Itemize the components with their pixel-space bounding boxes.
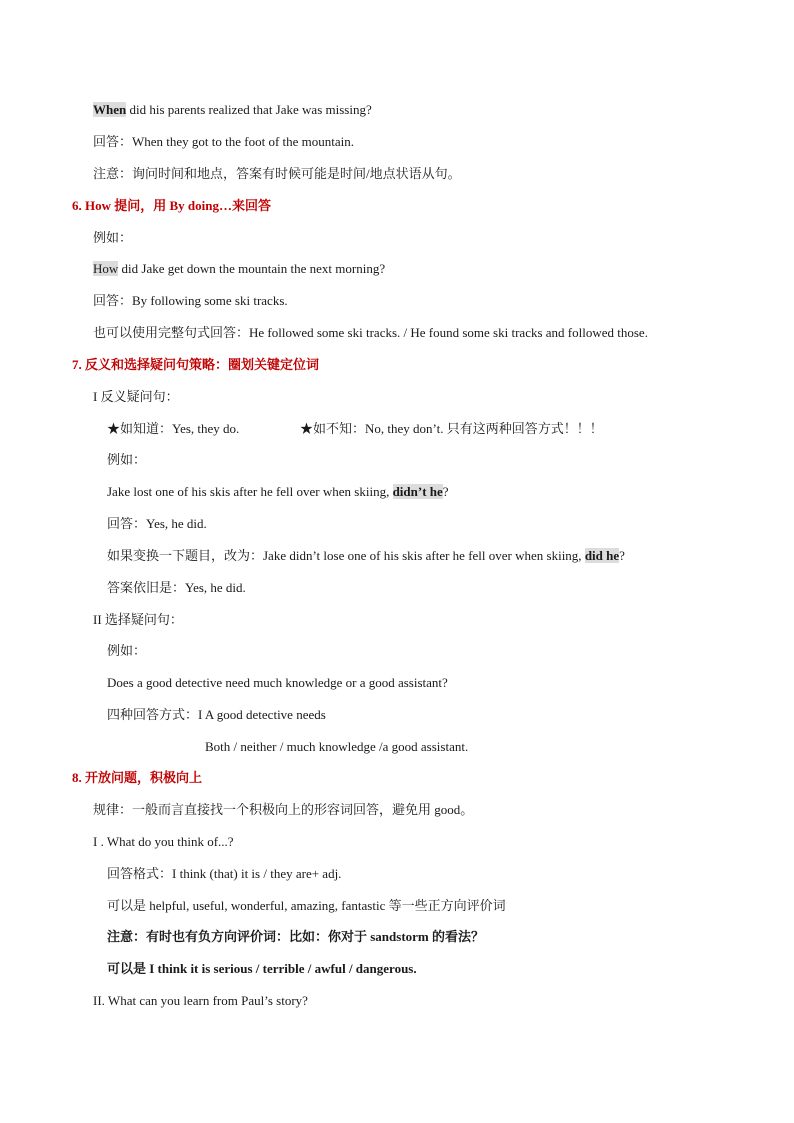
answer-line: 答案依旧是：Yes, he did. — [107, 580, 246, 595]
subsection-tag-question: I 反义疑问句： — [93, 389, 179, 404]
punctuation: ? — [619, 548, 625, 563]
subsection-choice-question: II 选择疑问句： — [93, 612, 183, 627]
known-answer: ★如知道：Yes, they do. — [107, 421, 240, 436]
question-text: did his parents realized that Jake was missing? — [126, 102, 372, 117]
positive-words: 可以是 helpful, useful, wonderful, amazing, fantastic 等一些正方向评价词 — [107, 898, 506, 913]
answer-line: 回答：Yes, he did. — [107, 516, 207, 531]
question-how — [93, 260, 385, 278]
variant-example — [107, 547, 625, 565]
answer-methods: 四种回答方式：I A good detective needs — [107, 707, 326, 722]
open-question-2: II. What can you learn from Paul’s story? — [93, 993, 308, 1008]
example-label: 例如： — [93, 230, 133, 245]
choice-question-example: Does a good detective need much knowledge or a good assistant? — [107, 675, 448, 690]
full-sentence-answer: 也可以使用完整句式回答：He followed some ski tracks. / He found some ski tracks and followed those. — [93, 325, 648, 340]
example-label: 例如： — [107, 452, 147, 467]
negative-note: 注意：有时也有负方向评价词：比如：你对于 sandstorm 的看法？ — [107, 929, 485, 944]
negative-example: 可以是 I think it is serious / terrible / awful / dangerous. — [107, 961, 417, 976]
question-when — [93, 101, 372, 119]
punctuation: ? — [442, 484, 449, 499]
open-question-1: I . What do you think of...? — [93, 834, 234, 849]
section-heading-6: 6. How 提问，用 By doing…来回答 — [72, 198, 271, 213]
tag-question-example — [107, 483, 449, 501]
answer-format: 回答格式：I think (that) it is / they are+ adj. — [107, 866, 342, 881]
sentence-text: Jake lost one of his skis after he fell over when skiing, — [107, 484, 393, 499]
answer-options: Both / neither / much knowledge /a good assistant. — [205, 739, 469, 754]
section-heading-7: 7. 反义和选择疑问句策略：圈划关键定位词 — [72, 357, 320, 372]
question-text: did Jake get down the mountain the next morning? — [118, 261, 386, 276]
rule-line: 规律：一般而言直接找一个积极向上的形容词回答，避免用 good。 — [93, 802, 474, 817]
note-line: 注意：询问时间和地点，答案有时候可能是时间/地点状语从句。 — [93, 166, 461, 181]
keyword-when: When — [93, 102, 127, 117]
keyword-how: How — [93, 261, 119, 276]
unknown-answer: ★如不知：No, they don’t. 只有这两种回答方式！！！ — [300, 421, 603, 436]
example-label: 例如： — [107, 643, 147, 658]
answer-line: 回答：By following some ski tracks. — [93, 293, 288, 308]
answer-line: 回答：When they got to the foot of the mountain. — [93, 134, 355, 149]
section-heading-8: 8. 开放问题，积极向上 — [72, 770, 203, 785]
keyword-did-he: did he — [584, 548, 620, 563]
sentence-text: 如果变换一下题目，改为：Jake didn’t lose one of his skis after he fell over when skiing, — [107, 548, 585, 563]
keyword-didnt-he: didn’t he — [392, 484, 443, 499]
